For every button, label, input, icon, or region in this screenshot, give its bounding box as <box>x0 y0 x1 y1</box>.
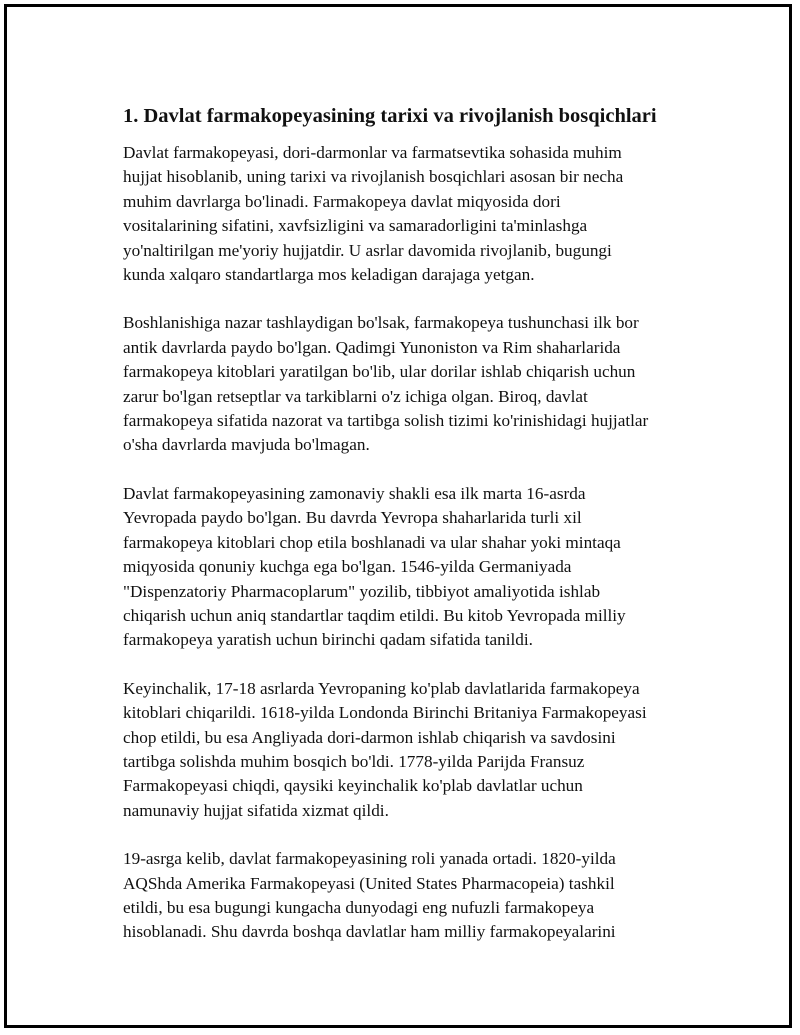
text-line: yo'naltirilgan me'yoriy hujjatdir. U asrlar davomida rivojlanib, bugungi <box>123 240 612 260</box>
paragraph-2 <box>123 311 703 457</box>
text-line: namunaviy hujjat sifatida xizmat qildi. <box>123 800 389 820</box>
text-line: chop etildi, bu esa Angliyada dori-darmon ishlab chiqarish va savdosini <box>123 727 616 747</box>
text-line: farmakopeya kitoblari yaratilgan bo'lib, ular dorilar ishlab chiqarish uchun <box>123 362 636 382</box>
text-line: chiqarish uchun aniq standartlar taqdim etildi. Bu kitob Yevropada milliy <box>123 605 626 625</box>
paragraph-5 <box>123 847 703 945</box>
text-line: kitoblari chiqarildi. 1618-yilda Londonda Birinchi Britaniya Farmakopeyasi <box>123 703 647 723</box>
text-line: hujjat hisoblanib, uning tarixi va rivojlanish bosqichlari asosan bir necha <box>123 167 624 187</box>
text-line: zarur bo'lgan retseptlar va tarkiblarni o'z ichiga olgan. Biroq, davlat <box>123 386 588 406</box>
text-line: etildi, bu esa bugungi kungacha dunyodagi eng nufuzli farmakopeya <box>123 897 595 917</box>
text-line: Keyinchalik, 17-18 asrlarda Yevropaning ko'plab davlatlarida farmakopeya <box>123 678 640 698</box>
paragraph-1 <box>123 141 703 287</box>
text-line: farmakopeya yaratish uchun birinchi qadam sifatida tanildi. <box>123 630 533 650</box>
page-frame <box>4 4 792 1028</box>
paragraph-3 <box>123 482 703 653</box>
text-line: "Dispenzatoriy Pharmacoplarum" yozilib, tibbiyot amaliyotida ishlab <box>123 581 601 601</box>
text-line: tartibga solishda muhim bosqich bo'ldi. 1778-yilda Parijda Fransuz <box>123 751 585 771</box>
document-body <box>123 103 703 969</box>
text-line: Farmakopeyasi chiqdi, qaysiki keyinchalik ko'plab davlatlar uchun <box>123 776 583 796</box>
paragraph-4 <box>123 677 703 823</box>
section-heading: 1. Davlat farmakopeyasining tarixi va rivojlanish bosqichlari <box>123 105 657 127</box>
text-line: Yevropada paydo bo'lgan. Bu davrda Yevropa shaharlarida turli xil <box>123 508 582 528</box>
text-line: AQShda Amerika Farmakopeyasi (United States Pharmacopeia) tashkil <box>123 873 615 893</box>
text-line: kunda xalqaro standartlarga mos keladigan darajaga yetgan. <box>123 265 535 285</box>
text-line: vositalarining sifatini, xavfsizligini va samaradorligini ta'minlashga <box>123 216 588 236</box>
text-line: farmakopeya kitoblari chop etila boshlanadi va ular shahar yoki mintaqa <box>123 532 621 552</box>
text-line: hisoblanadi. Shu davrda boshqa davlatlar ham milliy farmakopeyalarini <box>123 922 616 942</box>
text-line: Boshlanishiga nazar tashlaydigan bo'lsak, farmakopeya tushunchasi ilk bor <box>123 313 639 333</box>
text-line: o'sha davrlarda mavjuda bo'lmagan. <box>123 435 370 455</box>
text-line: Davlat farmakopeyasi, dori-darmonlar va farmatsevtika sohasida muhim <box>123 143 622 162</box>
text-line: farmakopeya sifatida nazorat va tartibga solish tizimi ko'rinishidagi hujjatlar <box>123 411 649 431</box>
text-line: muhim davrlarga bo'linadi. Farmakopeya davlat miqyosida dori <box>123 191 561 211</box>
text-line: miqyosida qonuniy kuchga ega bo'lgan. 1546-yilda Germaniyada <box>123 557 572 577</box>
text-line: Davlat farmakopeyasining zamonaviy shakli esa ilk marta 16-asrda <box>123 483 586 503</box>
text-line: antik davrlarda paydo bo'lgan. Qadimgi Yunoniston va Rim shaharlarida <box>123 337 621 357</box>
text-line: 19-asrga kelib, davlat farmakopeyasining roli yanada ortadi. 1820-yilda <box>123 849 616 869</box>
